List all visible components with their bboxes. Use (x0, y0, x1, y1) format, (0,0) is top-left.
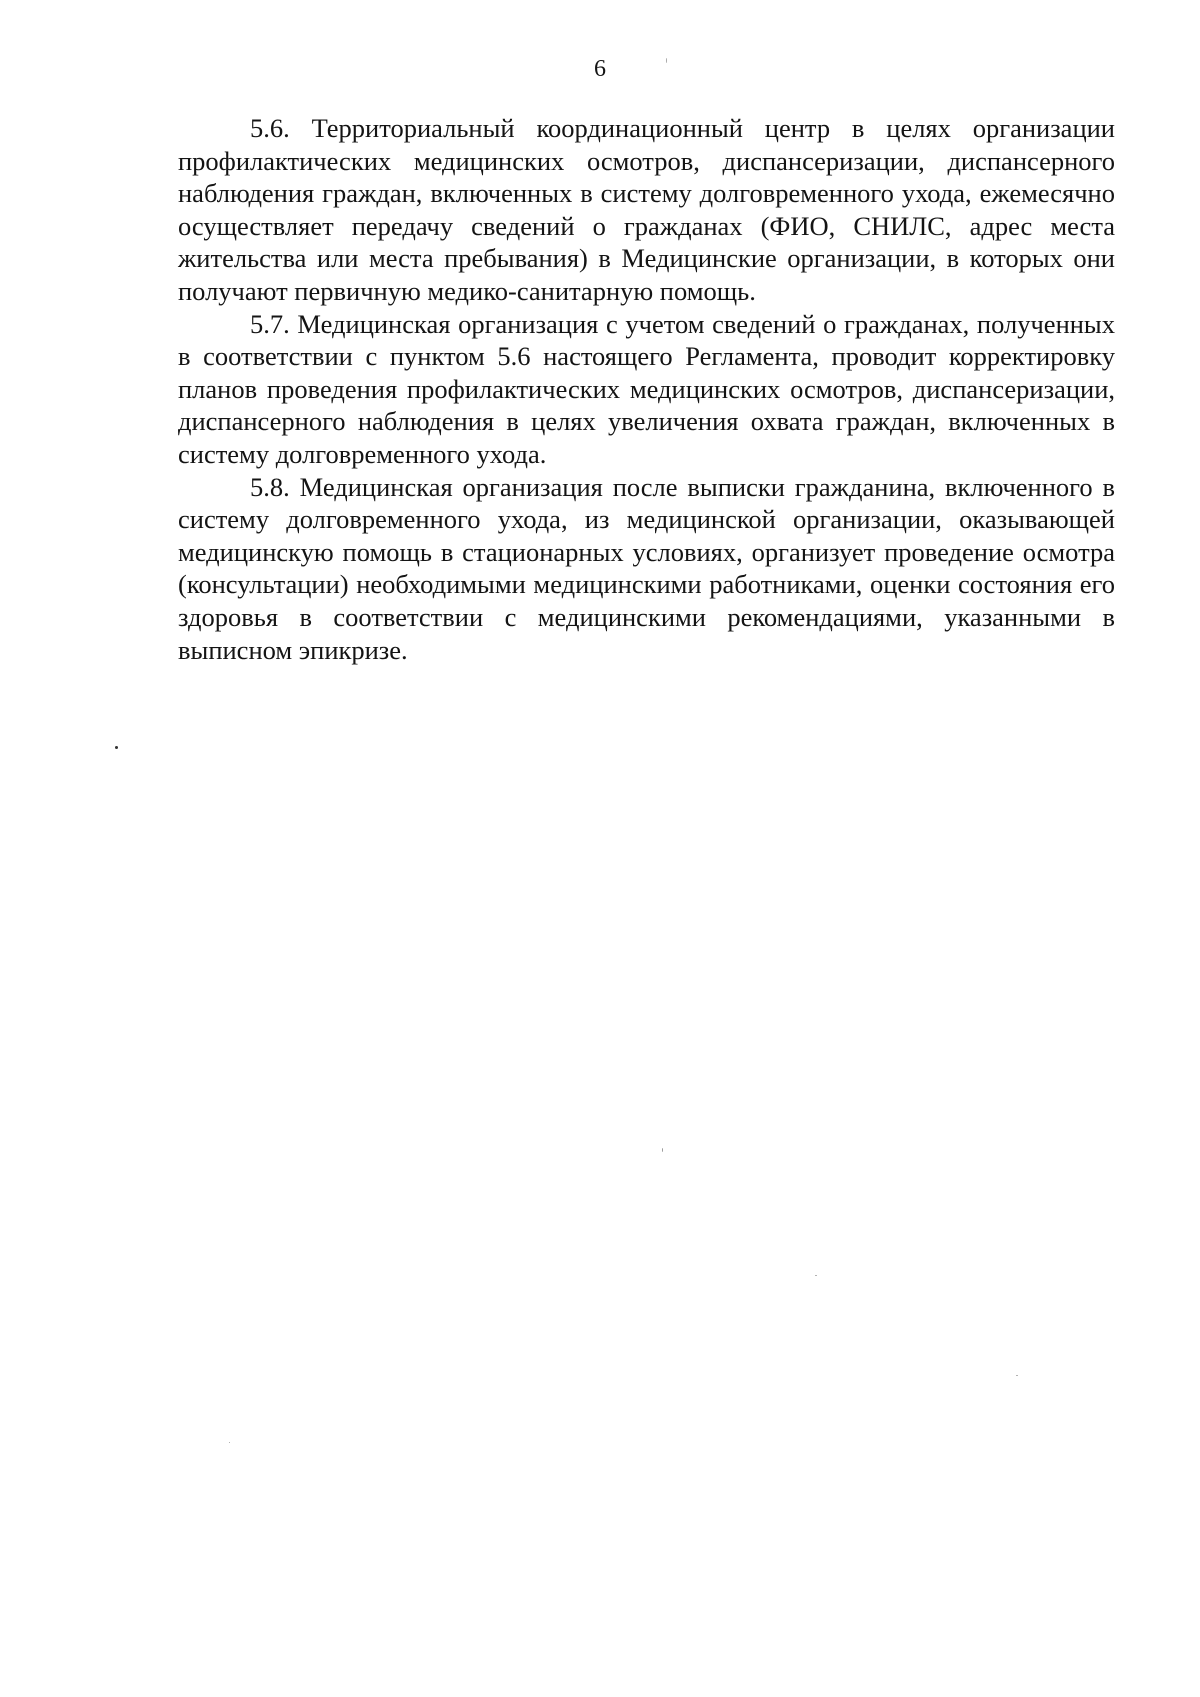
paragraph-5-7: 5.7. Медицинская организация с учетом сведений о гражданах, полученных в соответствии с пунктом 5.6 настоящего Регламента, проводит корректировку планов проведения профилактических медицинских осмотров, диспансеризации, диспансерного наблюдения в целях увеличения охвата граждан, включенных в систему долговременного ухода. (178, 308, 1115, 469)
scan-speck (115, 746, 118, 749)
paragraph-5-8: 5.8. Медицинская организация после выписки гражданина, включенного в систему долговременного ухода, из медицинской организации, оказывающей медицинскую помощь в стационарных условиях, организует проведение осмотра (консультации) необходимыми медицинскими работниками, оценки состояния его здоровья в соответствии с медицинскими рекомендациями, указанными в выписном эпикризе. (178, 471, 1115, 665)
page-number: 6 (594, 56, 606, 82)
paragraph-5-6: 5.6. Территориальный координационный центр в целях организации профилактических медицинских осмотров, диспансеризации, диспансерного наблюдения граждан, включенных в систему долговременного ухода, ежемесячно осуществляет передачу сведений о гражданах (ФИО, СНИЛС, адрес места жительства или места пребывания) в Медицинские организации, в которых они получают первичную медико-санитарную помощь. (178, 113, 1115, 306)
document-body (178, 112, 1115, 666)
scan-speck (1016, 1375, 1018, 1376)
scan-speck (229, 1442, 230, 1443)
scan-speck (666, 58, 667, 63)
scan-speck (662, 1148, 663, 1152)
scan-speck (815, 1275, 817, 1276)
